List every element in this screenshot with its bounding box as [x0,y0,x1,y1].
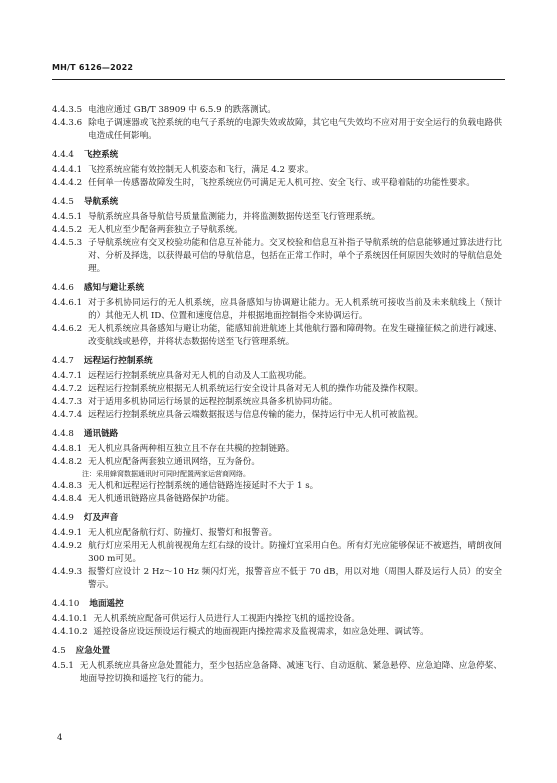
heading-title: 地面遥控 [89,599,124,609]
section-heading [52,282,502,295]
clause-paragraph [52,480,502,493]
clause-number: 4.4.9.3 [52,567,83,577]
clause-paragraph [52,443,502,456]
clause-text: 无人机系统应配备可供运行人员进行人工视距内操控飞机的遥控设备。 [93,614,360,624]
clause-number: 4.4.5.2 [52,225,83,235]
clause-text: 子导航系统应有交叉校验功能和信息互补能力。交叉校验和信息互补指子导航系统的信息能够通过算法进行比对、分析及择选，以获得最可信的导航信息，包括在正常工作时，单个子系统因任何原因失效时的导航信息处理。 [88,238,502,274]
clause-number: 4.4.10.1 [52,614,88,624]
note-text: 注：采用蜂窝数据通讯时可同时配置两家运营商网络。 [82,470,250,478]
clause-paragraph [52,613,502,626]
clause-number: 4.4.8.1 [52,444,83,454]
clause-number: 4.4.7 [52,356,74,366]
heading-title: 远程运行控制系统 [83,356,153,366]
heading-title: 飞控系统 [83,150,119,160]
clause-number: 4.4.8.2 [52,457,83,467]
clause-number: 4.4.9.1 [52,528,83,538]
header-rule [52,79,505,80]
clause-text: 报警灯应设计 2 Hz～10 Hz 频闪灯光，报警音应不低于 70 dB，用以对地（周围人群及运行人员）的安全警示。 [88,567,502,590]
clause-number: 4.4.8.3 [52,481,83,491]
clause-number: 4.4.7.4 [52,410,83,420]
clause-number: 4.4.3.5 [52,105,83,115]
clause-number: 4.4.4.2 [52,178,83,188]
clause-text: 对于多机协同运行的无人机系统，应具备感知与协调避让能力。无人机系统可接收当前及未来航线上（预计的）其他无人机 ID、位置和速度信息，并根据地面控制指令来协调运行。 [88,298,502,321]
clause-text: 无人机应至少配备两套独立子导航系统。 [88,225,243,235]
clause-paragraph [52,566,502,592]
section-heading [52,598,502,611]
section-heading [52,645,502,658]
clause-text: 电池应通过 GB/T 38909 中 6.5.9 的跌落测试。 [88,105,276,115]
clause-paragraph [52,493,502,506]
clause-paragraph [52,297,502,323]
clause-number: 4.4.9.2 [52,541,83,551]
clause-paragraph [52,211,502,224]
clause-paragraph [52,237,502,276]
clause-number: 4.5 [52,646,66,656]
heading-title: 导航系统 [83,197,119,207]
clause-text: 任何单一传感器故障发生时，飞控系统应仍可满足无人机可控、安全飞行、或平稳着陆的功能性要求。 [88,178,475,188]
clause-text: 飞控系统应能有效控制无人机姿态和飞行，满足 4.2 要求。 [88,165,314,175]
clause-number: 4.4.5.3 [52,238,83,248]
clause-paragraph [52,104,502,117]
clause-text: 无人机应配备两套独立通讯网络，互为备份。 [88,457,260,467]
clause-text: 无人机通讯链路应具备链路保护功能。 [88,494,235,504]
heading-title: 感知与避让系统 [83,283,145,293]
clause-text: 除电子调速器或飞控系统的电气子系统的电源失效或故障，其它电气失效均不应对用于安全运行的负载电路供电造成任何影响。 [88,118,502,141]
clause-text: 无人机应配备航行灯、防撞灯、报警灯和报警音。 [88,528,278,538]
clause-number: 4.4.7.3 [52,397,83,407]
clause-number: 4.4.8.4 [52,494,83,504]
heading-title: 灯及声音 [83,513,119,523]
clause-paragraph [52,164,502,177]
clause-text: 无人机和远程运行控制系统的通信链路连接延时不大于 1 s。 [88,481,319,491]
section-heading [52,428,502,441]
clause-text: 无人机系统应具备感知与避让功能，能感知前进航迹上其他航行器和障碍物。在发生碰撞征候之前进行减速、改变航线或悬停，并将状态数据传送至飞行管理系统。 [88,324,502,347]
clause-text: 远程运行控制系统应具备对无人机的自动及人工监视功能。 [88,371,312,381]
clause-number: 4.4.4.1 [52,165,83,175]
section-heading [52,196,502,209]
clause-number: 4.5.1 [52,661,74,671]
heading-title: 通讯链路 [83,429,119,439]
clause-text: 航行灯应采用无人机前视视角左红右绿的设计。防撞灯宜采用白色。所有灯光应能够保证不被遮挡，晴朗夜间 300 m可见。 [88,541,502,564]
clause-number: 4.4.10 [52,599,80,609]
section-heading [52,149,502,162]
clause-paragraph [52,409,502,422]
clause-paragraph [52,527,502,540]
clause-text: 远程运行控制系统应具备云端数据报送与信息传输的能力，保持运行中无人机可被监视。 [88,410,424,420]
clause-text: 无人机系统应具备应急处置能力，至少包括应急备降、减速飞行、自动返航、紧急悬停、应急迫降、应急停桨、地面导控切换和遥控飞行的能力。 [79,661,502,684]
clause-number: 4.4.3.6 [52,118,83,128]
document-body [52,104,502,686]
clause-number: 4.4.9 [52,513,74,523]
clause-paragraph [52,396,502,409]
standard-number-header: MH/T 6126—2022 [52,63,134,72]
clause-paragraph [52,177,502,190]
clause-paragraph [52,383,502,396]
clause-text: 导航系统应具备导航信号质量监测能力，并将监测数据传送至飞行管理系统。 [88,212,381,222]
clause-paragraph [52,540,502,566]
section-heading [52,512,502,525]
clause-number: 4.4.7.1 [52,371,83,381]
clause-paragraph [52,224,502,237]
clause-number: 4.4.7.2 [52,384,83,394]
clause-number: 4.4.5.1 [52,212,83,222]
clause-text: 远程运行控制系统应根据无人机系统运行安全设计具备对无人机的操作功能及操作权限。 [88,384,424,394]
section-heading [52,355,502,368]
clause-paragraph [52,456,502,469]
clause-text: 对于适用多机协同运行场景的远程控制系统应具备多机协同功能。 [88,397,338,407]
clause-paragraph [52,660,502,686]
clause-number: 4.4.8 [52,429,74,439]
clause-number: 4.4.4 [52,150,74,160]
clause-number: 4.4.10.2 [52,627,88,637]
clause-paragraph [52,370,502,383]
heading-title: 应急处置 [75,646,111,656]
clause-text: 无人机应具备两种相互独立且不存在共模的控制链路。 [88,444,295,454]
clause-number: 4.4.6.2 [52,324,83,334]
page-number: 4 [57,733,63,743]
clause-paragraph [52,117,502,143]
clause-text: 遥控设备应设远预设运行模式的地面视距内操控需求及监视需求，如应急处理、调试等。 [93,627,429,637]
clause-paragraph [52,323,502,349]
clause-number: 4.4.5 [52,197,74,207]
clause-number: 4.4.6.1 [52,298,83,308]
clause-number: 4.4.6 [52,283,74,293]
clause-paragraph [52,626,502,639]
